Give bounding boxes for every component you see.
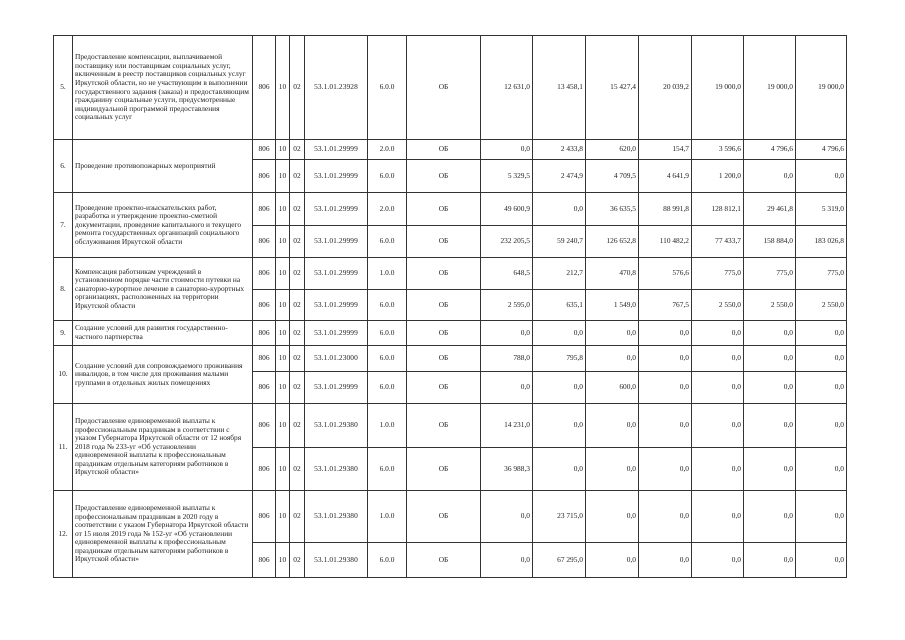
table-row	[54, 491, 847, 543]
amount-cell: 775,0	[744, 258, 796, 290]
expense-type-code: 1.0.0	[368, 491, 407, 543]
funding-source: ОБ	[407, 321, 481, 346]
table-row	[54, 346, 847, 372]
amount-cell: 0,0	[744, 346, 796, 372]
amount-cell: 59 240,7	[533, 226, 586, 258]
amount-cell: 232 205,5	[481, 226, 533, 258]
amount-cell: 49 600,9	[481, 193, 533, 226]
amount-cell: 0,0	[639, 491, 692, 543]
funding-source: ОБ	[407, 448, 481, 491]
target-article-code: 53.1.01.29999	[305, 372, 368, 404]
admin-code: 806	[253, 258, 276, 290]
admin-code: 806	[253, 140, 276, 160]
amount-cell: 20 039,2	[639, 36, 692, 140]
amount-cell: 128 812,1	[692, 193, 744, 226]
amount-cell: 576,6	[639, 258, 692, 290]
amount-cell: 88 991,8	[639, 193, 692, 226]
amount-cell: 12 631,0	[481, 36, 533, 140]
amount-cell: 0,0	[744, 543, 796, 578]
admin-code: 806	[253, 372, 276, 404]
amount-cell: 0,0	[744, 448, 796, 491]
amount-cell: 0,0	[586, 491, 639, 543]
amount-cell: 2 550,0	[692, 290, 744, 321]
row-number: 12.	[54, 491, 73, 578]
amount-cell: 0,0	[533, 321, 586, 346]
amount-cell: 0,0	[744, 404, 796, 448]
section-code: 10	[276, 160, 290, 193]
amount-cell: 0,0	[533, 404, 586, 448]
funding-source: ОБ	[407, 404, 481, 448]
amount-cell: 36 988,3	[481, 448, 533, 491]
row-description: Проведение противопожарных мероприятий	[73, 140, 253, 193]
amount-cell: 0,0	[586, 543, 639, 578]
amount-cell: 0,0	[639, 372, 692, 404]
amount-cell: 0,0	[692, 448, 744, 491]
target-article-code: 53.1.01.29999	[305, 193, 368, 226]
amount-cell: 0,0	[533, 193, 586, 226]
target-article-code: 53.1.01.29999	[305, 258, 368, 290]
row-number: 11.	[54, 404, 73, 491]
amount-cell: 470,8	[586, 258, 639, 290]
expense-type-code: 6.0.0	[368, 346, 407, 372]
amount-cell: 0,0	[744, 160, 796, 193]
amount-cell: 0,0	[481, 372, 533, 404]
subsection-code: 02	[290, 448, 305, 491]
subsection-code: 02	[290, 160, 305, 193]
amount-cell: 0,0	[796, 543, 847, 578]
amount-cell: 0,0	[481, 140, 533, 160]
subsection-code: 02	[290, 36, 305, 140]
amount-cell: 2 474,9	[533, 160, 586, 193]
subsection-code: 02	[290, 226, 305, 258]
target-article-code: 53.1.01.29999	[305, 160, 368, 193]
target-article-code: 53.1.01.29999	[305, 140, 368, 160]
section-code: 10	[276, 543, 290, 578]
amount-cell: 0,0	[692, 404, 744, 448]
amount-cell: 154,7	[639, 140, 692, 160]
admin-code: 806	[253, 448, 276, 491]
amount-cell: 0,0	[533, 448, 586, 491]
funding-source: ОБ	[407, 372, 481, 404]
section-code: 10	[276, 226, 290, 258]
expense-type-code: 6.0.0	[368, 543, 407, 578]
amount-cell: 4 709,5	[586, 160, 639, 193]
amount-cell: 0,0	[744, 372, 796, 404]
amount-cell: 183 026,8	[796, 226, 847, 258]
amount-cell: 5 329,5	[481, 160, 533, 193]
expense-type-code: 6.0.0	[368, 160, 407, 193]
target-article-code: 53.1.01.23000	[305, 346, 368, 372]
amount-cell: 795,8	[533, 346, 586, 372]
subsection-code: 02	[290, 321, 305, 346]
row-number: 9.	[54, 321, 73, 346]
row-number: 8.	[54, 258, 73, 321]
amount-cell: 0,0	[692, 321, 744, 346]
amount-cell: 0,0	[481, 321, 533, 346]
amount-cell: 0,0	[692, 491, 744, 543]
target-article-code: 53.1.01.29380	[305, 448, 368, 491]
target-article-code: 53.1.01.29999	[305, 290, 368, 321]
row-description: Предоставление единовременной выплаты к профессиональным праздникам в соответствии с указом Губернатора Иркутской области от 12 ноября 2018 года № 233-уг «Об установлении единовременной выплаты к профессиональным праздникам отдельным категориям работников в Иркутской области»	[73, 404, 253, 491]
amount-cell: 13 458,1	[533, 36, 586, 140]
amount-cell: 0,0	[692, 543, 744, 578]
amount-cell: 36 635,5	[586, 193, 639, 226]
section-code: 10	[276, 258, 290, 290]
amount-cell: 600,0	[586, 372, 639, 404]
admin-code: 806	[253, 543, 276, 578]
table-row	[54, 258, 847, 290]
admin-code: 806	[253, 404, 276, 448]
amount-cell: 0,0	[639, 543, 692, 578]
budget-table	[53, 35, 847, 578]
section-code: 10	[276, 404, 290, 448]
amount-cell: 19 000,0	[692, 36, 744, 140]
amount-cell: 1 200,0	[692, 160, 744, 193]
amount-cell: 0,0	[692, 372, 744, 404]
amount-cell: 212,7	[533, 258, 586, 290]
table-row	[54, 404, 847, 448]
amount-cell: 67 295,0	[533, 543, 586, 578]
funding-source: ОБ	[407, 491, 481, 543]
section-code: 10	[276, 372, 290, 404]
amount-cell: 788,0	[481, 346, 533, 372]
funding-source: ОБ	[407, 258, 481, 290]
target-article-code: 53.1.01.29380	[305, 491, 368, 543]
amount-cell: 0,0	[692, 346, 744, 372]
amount-cell: 775,0	[796, 258, 847, 290]
amount-cell: 0,0	[796, 321, 847, 346]
row-description: Проведение проектно-изыскательских работ, разработка и утверждение проектно-сметной документации, проведение капитального и текущего ремонта государственных организаций социального обслуживания Иркутской области	[73, 193, 253, 258]
row-number: 5.	[54, 36, 73, 140]
expense-type-code: 1.0.0	[368, 258, 407, 290]
row-number: 6.	[54, 140, 73, 193]
amount-cell: 0,0	[796, 160, 847, 193]
section-code: 10	[276, 491, 290, 543]
amount-cell: 4 796,6	[744, 140, 796, 160]
row-number: 7.	[54, 193, 73, 258]
amount-cell: 0,0	[744, 321, 796, 346]
amount-cell: 110 482,2	[639, 226, 692, 258]
amount-cell: 4 641,9	[639, 160, 692, 193]
subsection-code: 02	[290, 346, 305, 372]
funding-source: ОБ	[407, 226, 481, 258]
target-article-code: 53.1.01.23928	[305, 36, 368, 140]
row-description: Компенсация работникам учреждений в установленном порядке части стоимости путевки на санаторно-курортное лечение в санаторно-курортных организациях, расположенных на территории Иркутской области	[73, 258, 253, 321]
amount-cell: 2 550,0	[744, 290, 796, 321]
row-number: 10.	[54, 346, 73, 404]
section-code: 10	[276, 140, 290, 160]
amount-cell: 0,0	[481, 543, 533, 578]
subsection-code: 02	[290, 372, 305, 404]
expense-type-code: 6.0.0	[368, 321, 407, 346]
target-article-code: 53.1.01.29380	[305, 543, 368, 578]
target-article-code: 53.1.01.29380	[305, 404, 368, 448]
subsection-code: 02	[290, 491, 305, 543]
row-description: Создание условий для развития государственно-частного партнерства	[73, 321, 253, 346]
amount-cell: 0,0	[796, 372, 847, 404]
amount-cell: 775,0	[692, 258, 744, 290]
target-article-code: 53.1.01.29999	[305, 321, 368, 346]
amount-cell: 767,5	[639, 290, 692, 321]
amount-cell: 158 884,0	[744, 226, 796, 258]
funding-source: ОБ	[407, 193, 481, 226]
amount-cell: 0,0	[586, 321, 639, 346]
amount-cell: 0,0	[639, 321, 692, 346]
amount-cell: 3 596,6	[692, 140, 744, 160]
amount-cell: 14 231,0	[481, 404, 533, 448]
section-code: 10	[276, 321, 290, 346]
admin-code: 806	[253, 321, 276, 346]
amount-cell: 29 461,8	[744, 193, 796, 226]
admin-code: 806	[253, 491, 276, 543]
expense-type-code: 6.0.0	[368, 226, 407, 258]
amount-cell: 0,0	[796, 491, 847, 543]
section-code: 10	[276, 448, 290, 491]
section-code: 10	[276, 193, 290, 226]
section-code: 10	[276, 346, 290, 372]
amount-cell: 0,0	[639, 404, 692, 448]
admin-code: 806	[253, 160, 276, 193]
amount-cell: 0,0	[533, 372, 586, 404]
funding-source: ОБ	[407, 140, 481, 160]
row-description: Предоставление компенсации, выплачиваемой поставщику или поставщикам социальных услуг, включенным в реестр поставщиков социальных услуг Иркутской области, но не участвующим в выполнении государственного задания (заказа) и предоставляющим гражданину социальные услуги, предусмотренные индивидуальной программой предоставления социальных услуг	[73, 36, 253, 140]
amount-cell: 1 549,0	[586, 290, 639, 321]
table-row	[54, 321, 847, 346]
amount-cell: 0,0	[639, 346, 692, 372]
amount-cell: 0,0	[744, 491, 796, 543]
subsection-code: 02	[290, 140, 305, 160]
funding-source: ОБ	[407, 346, 481, 372]
amount-cell: 620,0	[586, 140, 639, 160]
amount-cell: 4 796,6	[796, 140, 847, 160]
expense-type-code: 6.0.0	[368, 290, 407, 321]
admin-code: 806	[253, 346, 276, 372]
amount-cell: 0,0	[796, 404, 847, 448]
amount-cell: 23 715,0	[533, 491, 586, 543]
expense-type-code: 1.0.0	[368, 404, 407, 448]
expense-type-code: 6.0.0	[368, 448, 407, 491]
subsection-code: 02	[290, 193, 305, 226]
table-row	[54, 193, 847, 226]
row-description: Предоставление единовременной выплаты к профессиональным праздникам в 2020 году в соответствии с указом Губернатора Иркутской области от 15 июля 2019 года № 152-уг «Об установлении единовременной выплаты к профессиональным праздникам отдельным категориям работников в Иркутской области»	[73, 491, 253, 578]
target-article-code: 53.1.01.29999	[305, 226, 368, 258]
expense-type-code: 2.0.0	[368, 193, 407, 226]
amount-cell: 19 000,0	[796, 36, 847, 140]
expense-type-code: 2.0.0	[368, 140, 407, 160]
funding-source: ОБ	[407, 543, 481, 578]
table-row	[54, 140, 847, 160]
amount-cell: 648,5	[481, 258, 533, 290]
amount-cell: 0,0	[586, 346, 639, 372]
expense-type-code: 6.0.0	[368, 36, 407, 140]
amount-cell: 15 427,4	[586, 36, 639, 140]
amount-cell: 635,1	[533, 290, 586, 321]
amount-cell: 5 319,0	[796, 193, 847, 226]
amount-cell: 2 595,0	[481, 290, 533, 321]
amount-cell: 0,0	[586, 448, 639, 491]
funding-source: ОБ	[407, 290, 481, 321]
admin-code: 806	[253, 36, 276, 140]
section-code: 10	[276, 290, 290, 321]
admin-code: 806	[253, 193, 276, 226]
amount-cell: 0,0	[586, 404, 639, 448]
amount-cell: 2 433,8	[533, 140, 586, 160]
table-row	[54, 36, 847, 140]
section-code: 10	[276, 36, 290, 140]
amount-cell: 2 550,0	[796, 290, 847, 321]
amount-cell: 126 652,8	[586, 226, 639, 258]
funding-source: ОБ	[407, 160, 481, 193]
expense-type-code: 6.0.0	[368, 372, 407, 404]
admin-code: 806	[253, 226, 276, 258]
row-description: Создание условий для сопровождаемого проживания инвалидов, в том числе для проживания малыми группами в отдельных жилых помещениях	[73, 346, 253, 404]
amount-cell: 0,0	[481, 491, 533, 543]
subsection-code: 02	[290, 258, 305, 290]
amount-cell: 0,0	[639, 448, 692, 491]
subsection-code: 02	[290, 290, 305, 321]
budget-table-sheet	[53, 35, 847, 578]
amount-cell: 77 433,7	[692, 226, 744, 258]
amount-cell: 19 000,0	[744, 36, 796, 140]
funding-source: ОБ	[407, 36, 481, 140]
subsection-code: 02	[290, 404, 305, 448]
amount-cell: 0,0	[796, 346, 847, 372]
subsection-code: 02	[290, 543, 305, 578]
admin-code: 806	[253, 290, 276, 321]
amount-cell: 0,0	[796, 448, 847, 491]
